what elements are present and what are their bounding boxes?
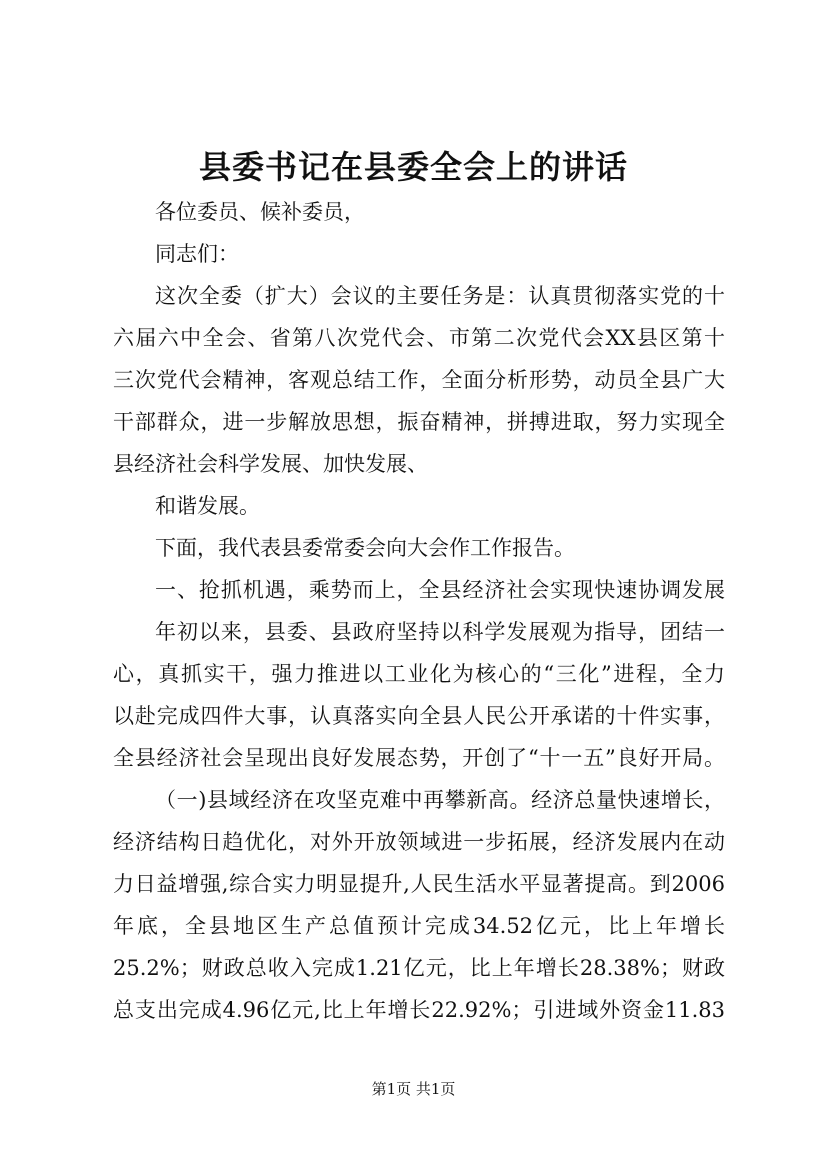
paragraph-line: 县经济社会科学发展、加快发展、: [113, 452, 428, 476]
paragraph-line: （一)县域经济在攻坚克难中再攀新高。经济总量快速增长，: [155, 788, 725, 812]
paragraph-line: 心，真抓实干，强力推进以工业化为核心的“三化”进程，全力: [113, 662, 725, 686]
paragraph-line: 和谐发展。: [155, 494, 260, 518]
page-number-footer: 第1页 共1页: [371, 1080, 456, 1098]
paragraph-line: 以赴完成四件大事，认真落实向全县人民公开承诺的十件实事，: [113, 704, 725, 728]
paragraph-line: 年底，全县地区生产总值预计完成34.52亿元，比上年增长: [113, 914, 725, 938]
paragraph-line: 干部群众，进一步解放思想，振奋精神，拼搏进取，努力实现全: [113, 410, 725, 434]
paragraph-line: 这次全委（扩大）会议的主要任务是：认真贯彻落实党的十: [155, 284, 725, 308]
paragraph-line: 六届六中全会、省第八次党代会、市第二次党代会XX县区第十: [113, 326, 725, 350]
document-title: 县委书记在县委全会上的讲话: [198, 148, 628, 186]
salutation-line: 同志们：: [155, 242, 239, 266]
paragraph-line: 25.2%；财政总收入完成1.21亿元，比上年增长28.38%；财政: [113, 956, 725, 980]
salutation-line: 各位委员、候补委员，: [155, 200, 365, 224]
paragraph-line: 力日益增强,综合实力明显提升,人民生活水平显著提高。到2006: [113, 872, 725, 896]
paragraph-line: 下面，我代表县委常委会向大会作工作报告。: [155, 536, 575, 560]
paragraph-line: 三次党代会精神，客观总结工作，全面分析形势，动员全县广大: [113, 368, 725, 392]
paragraph-line: 全县经济社会呈现出良好发展态势，开创了“十一五”良好开局。: [113, 746, 725, 770]
section-heading: 一、抢抓机遇，乘势而上，全县经济社会实现快速协调发展: [155, 578, 725, 602]
paragraph-line: 经济结构日趋优化，对外开放领域进一步拓展，经济发展内在动: [113, 830, 725, 854]
paragraph-line: 总支出完成4.96亿元,比上年增长22.92%；引进域外资金11.83: [113, 998, 725, 1022]
paragraph-line: 年初以来，县委、县政府坚持以科学发展观为指导，团结一: [155, 620, 725, 644]
